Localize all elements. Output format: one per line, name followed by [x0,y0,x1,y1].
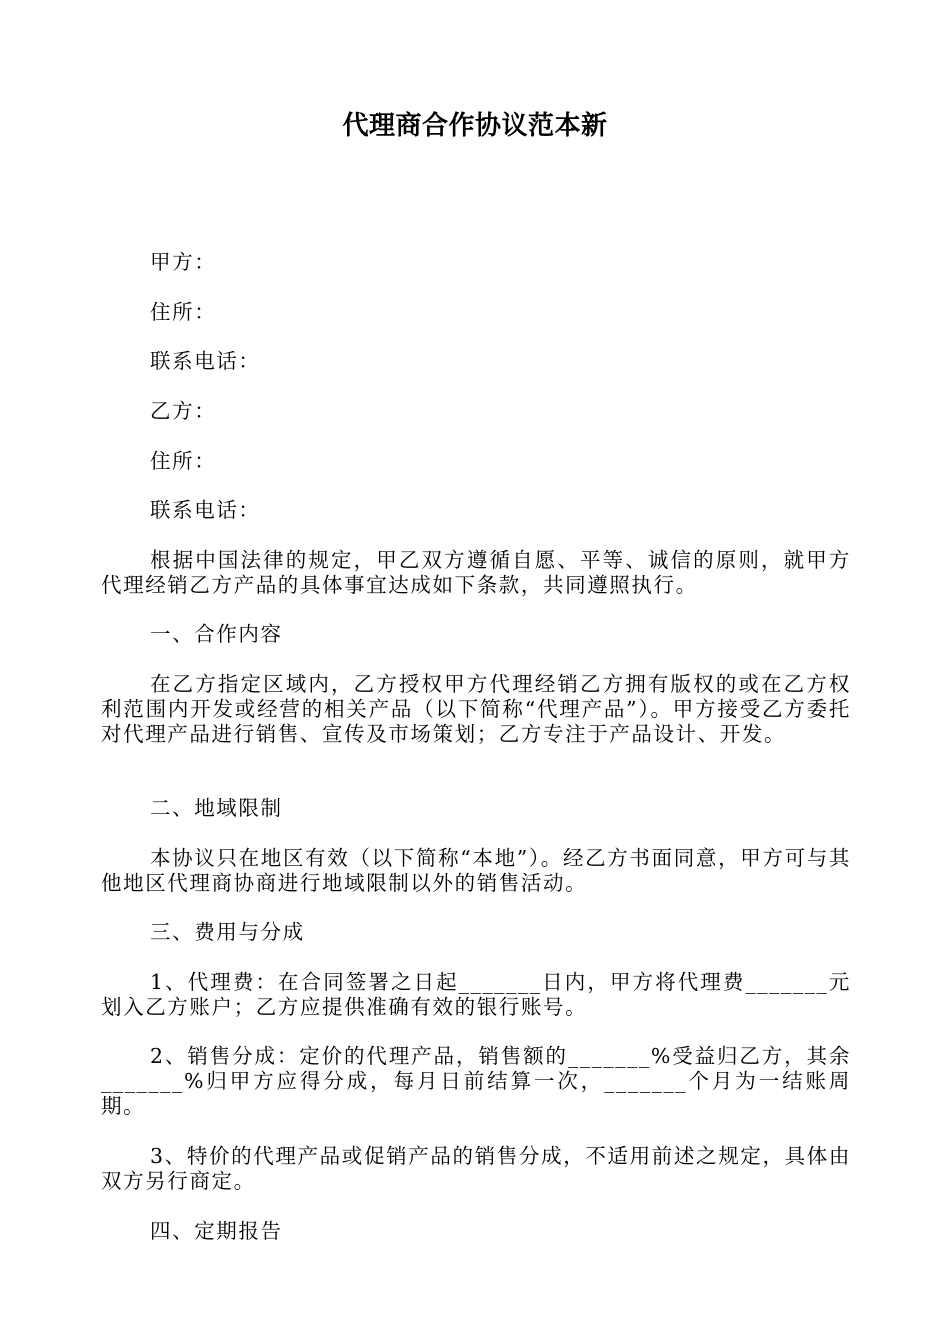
party-a-label: 甲方： [150,250,217,274]
section-1-body: 在乙方指定区域内，乙方授权甲方代理经销乙方拥有版权的或在乙方权利范围内开发或经营的相关产品（以下简称“代理产品”）。甲方接受乙方委托对代理产品进行销售、宣传及市场策划；乙方专注于产品设计、开发。 [101,672,851,746]
party-b-phone: 联系电话： [150,498,261,522]
section-1-heading: 一、合作内容 [150,622,283,646]
document-title: 代理商合作协议范本新 [342,111,608,141]
party-a-phone: 联系电话： [150,349,261,373]
party-a-address: 住所： [150,300,217,324]
party-b-label: 乙方： [150,399,217,423]
section-3-item-2: 2、销售分成：定价的代理产品，销售额的_______%受益归乙方，其余_______%归甲方应得分成，每月日前结算一次，_______个月为一结账周期。 [101,1044,851,1118]
intro-paragraph: 根据中国法律的规定，甲乙双方遵循自愿、平等、诚信的原则，就甲方代理经销乙方产品的具体事宜达成如下条款，共同遵照执行。 [101,548,851,597]
section-2-heading: 二、地域限制 [150,796,283,820]
section-4-heading: 四、定期报告 [150,1219,283,1243]
section-3-heading: 三、费用与分成 [150,920,305,944]
section-3-item-1: 1、代理费：在合同签署之日起_______日内，甲方将代理费_______元划入乙方账户；乙方应提供准确有效的银行账号。 [101,970,851,1019]
section-3-item-3: 3、特价的代理产品或促销产品的销售分成，不适用前述之规定，具体由双方另行商定。 [101,1144,851,1193]
section-2-body: 本协议只在地区有效（以下简称“本地”）。经乙方书面同意，甲方可与其他地区代理商协商进行地域限制以外的销售活动。 [101,846,851,895]
party-b-address: 住所： [150,449,217,473]
